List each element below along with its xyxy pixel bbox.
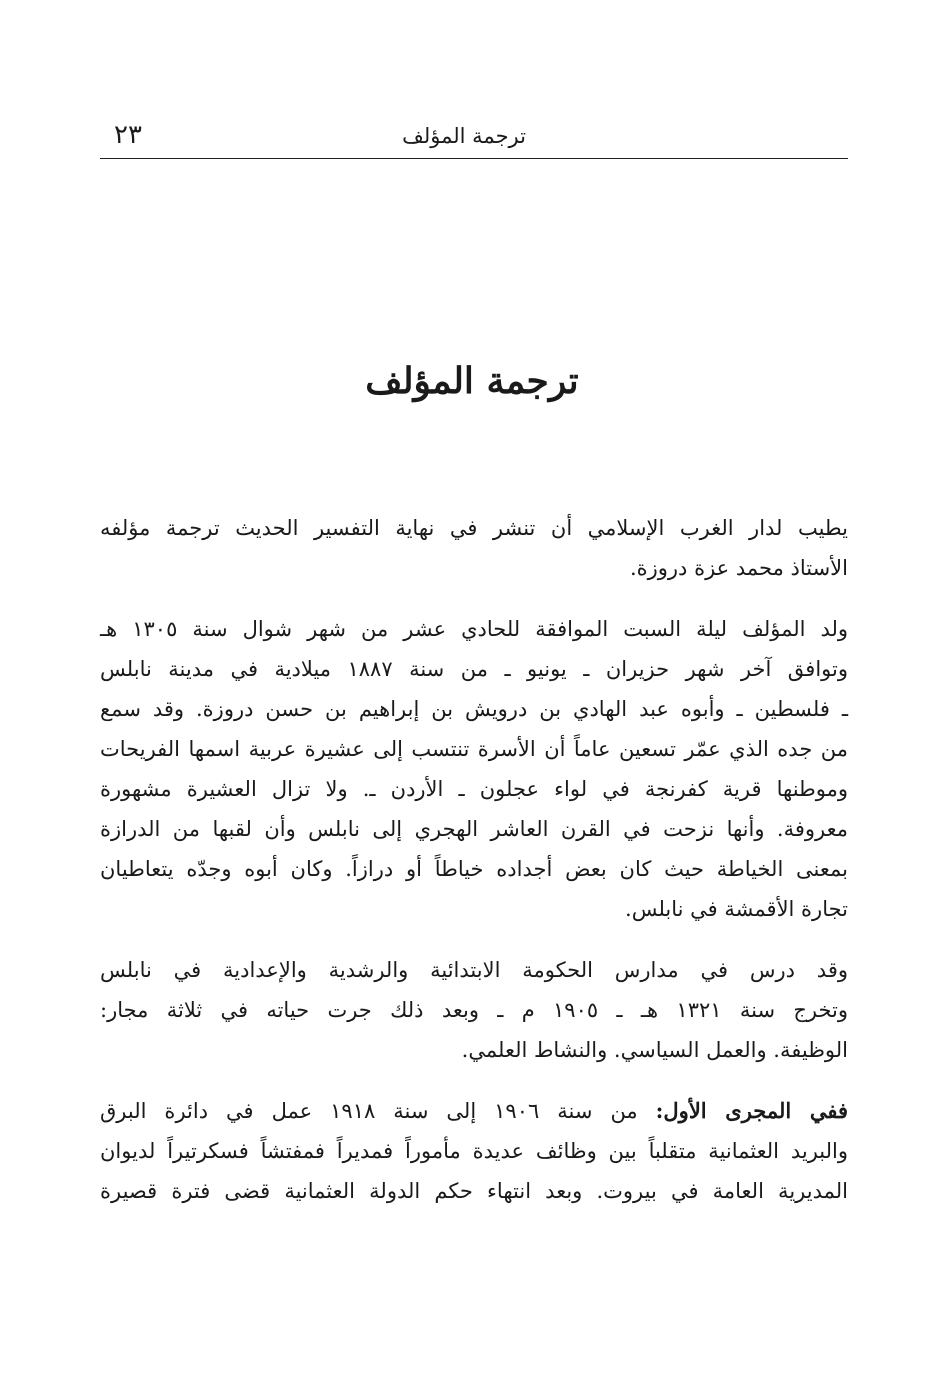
- text-line: يطيب لدار الغرب الإسلامي أن تنشر في نهاية التفسير الحديث ترجمة مؤلفه: [100, 516, 848, 540]
- text-line: وتوافق آخر شهر حزيران ـ يونيو ـ من سنة ١٨٨٧ ميلادية في مدينة نابلس: [100, 657, 848, 681]
- text-line: وتخرج سنة ١٣٢١ هـ ـ ١٩٠٥ م ـ وبعد ذلك جرت حياته في ثلاثة مجار:: [100, 998, 849, 1022]
- section-lead: ففي المجرى الأول:: [655, 1098, 848, 1123]
- text-line: تجارة الأقمشة في نابلس.: [625, 897, 848, 921]
- page-number: ٢٣: [114, 120, 142, 150]
- body-text: [100, 508, 848, 1232]
- running-title: ترجمة المؤلف: [402, 124, 526, 148]
- text-line: المديرية العامة في بيروت. وبعد انتهاء حكم الدولة العثمانية قضى فترة قصيرة: [100, 1179, 848, 1203]
- paragraph-career: [100, 1091, 848, 1211]
- text-line: من جده الذي عمّر تسعين عاماً أن الأسرة تنتسب إلى عشيرة عربية اسمها الفريحات: [100, 737, 848, 761]
- running-header: [100, 118, 848, 159]
- text-line: والبريد العثمانية متقلباً بين وظائف عديدة مأموراً فمديراً فمفتشاً فسكرتيراً لديوان: [100, 1139, 848, 1163]
- text-line: بمعنى الخياطة حيث كان بعض أجداده خياطاً أو درازاً. وكان أبوه وجدّه يتعاطيان: [100, 857, 848, 881]
- text-line: [100, 1091, 848, 1131]
- paragraph-education: [100, 950, 848, 1070]
- text-line: الأستاذ محمد عزة دروزة.: [629, 556, 848, 580]
- text-line: وقد درس في مدارس الحكومة الابتدائية والرشدية والإعدادية في نابلس: [100, 958, 848, 982]
- text-line: ـ فلسطين ـ وأبوه عبد الهادي بن درويش بن إبراهيم بن حسن دروزة. وقد سمع: [100, 697, 848, 721]
- text-line: الوظيفة. والعمل السياسي. والنشاط العلمي.: [461, 1038, 848, 1062]
- chapter-title: ترجمة المؤلف: [365, 360, 579, 402]
- text-line: ولد المؤلف ليلة السبت الموافقة للحادي عشر من شهر شوال سنة ١٣٠٥ هـ: [100, 617, 849, 641]
- text-line: وموطنها قرية كفرنجة في لواء عجلون ـ الأردن ـ. ولا تزال العشيرة مشهورة: [100, 777, 848, 801]
- paragraph-intro: [100, 508, 848, 588]
- text-line-rest: من سنة ١٩٠٦ إلى سنة ١٩١٨ عمل في دائرة البرق: [100, 1099, 656, 1123]
- paragraph-birth: [100, 609, 848, 929]
- text-line: معروفة. وأنها نزحت في القرن العاشر الهجري إلى نابلس وأن لقبها من الدرازة: [100, 817, 848, 841]
